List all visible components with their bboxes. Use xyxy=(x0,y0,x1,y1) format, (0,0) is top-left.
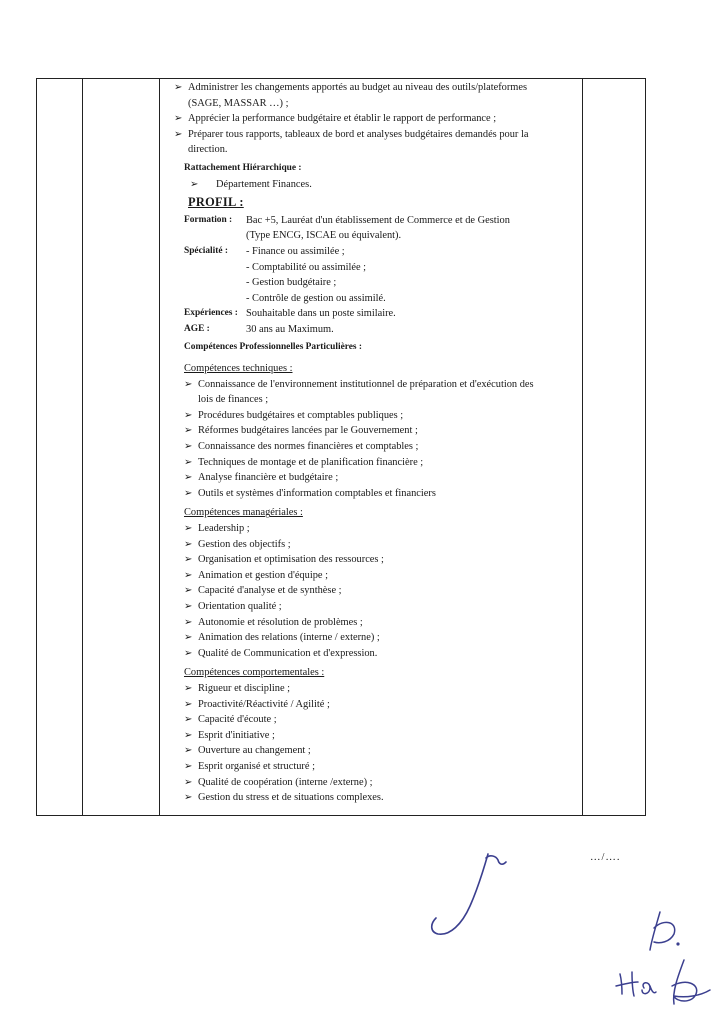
list-item: ➢ Préparer tous rapports, tableaux de bord et analyses budgétaires demandés pour la xyxy=(174,127,586,143)
techniques-list xyxy=(184,408,586,502)
list-item: ➢ Capacité d'écoute ; xyxy=(184,712,586,728)
list-item: ➢ Connaissance de l'environnement institutionnel de préparation et d'exécution des xyxy=(184,377,586,393)
arrow-bullet-icon: ➢ xyxy=(184,523,193,535)
list-item: ➢ Gestion des objectifs ; xyxy=(184,537,586,553)
initials-mark xyxy=(614,956,714,1010)
list-item: ➢ Qualité de coopération (interne /externe) ; xyxy=(184,775,586,791)
arrow-bullet-icon: ➢ xyxy=(184,554,193,566)
arrow-bullet-icon: ➢ xyxy=(184,378,193,390)
specialite-item: - Gestion budgétaire ; xyxy=(246,277,337,289)
section-title: Compétences managériales : xyxy=(184,507,303,519)
arrow-bullet-icon: ➢ xyxy=(184,682,193,694)
column-divider xyxy=(82,79,83,815)
arrow-bullet-icon: ➢ xyxy=(184,456,193,468)
list-item: ➢ Orientation qualité ; xyxy=(184,599,586,615)
list-item: ➢ Gestion du stress et de situations complexes. xyxy=(184,790,586,806)
experiences-row xyxy=(184,306,586,322)
manageriales-list xyxy=(184,521,586,661)
age-value: 30 ans au Maximum. xyxy=(246,323,334,335)
formation-row xyxy=(184,213,586,229)
list-item: ➢ Leadership ; xyxy=(184,521,586,537)
list-item: ➢ Ouverture au changement ; xyxy=(184,743,586,759)
list-item: ➢ Organisation et optimisation des ressources ; xyxy=(184,552,586,568)
specialite-label: Spécialité : xyxy=(184,245,229,256)
list-item: ➢ Esprit d'initiative ; xyxy=(184,728,586,744)
competences-techniques-section xyxy=(174,361,586,501)
arrow-bullet-icon: ➢ xyxy=(184,487,193,499)
job-description-content xyxy=(174,80,586,806)
list-item: ➢ Autonomie et résolution de problèmes ; xyxy=(184,615,586,631)
list-item: ➢ Techniques de montage et de planification financière ; xyxy=(184,455,586,471)
arrow-bullet-icon: ➢ xyxy=(190,178,199,190)
signature-mark xyxy=(426,848,516,940)
list-item: ➢ Connaissance des normes financières et comptables ; xyxy=(184,439,586,455)
arrow-bullet-icon: ➢ xyxy=(184,647,193,659)
profil-heading: PROFIL : xyxy=(188,195,244,210)
list-item-continuation: lois de finances ; xyxy=(198,394,269,406)
arrow-bullet-icon: ➢ xyxy=(184,714,193,726)
arrow-bullet-icon: ➢ xyxy=(184,409,193,421)
list-item: ➢ Administrer les changements apportés au budget au niveau des outils/plateformes xyxy=(174,80,586,96)
list-item: ➢ Réformes budgétaires lancées par le Gouvernement ; xyxy=(184,423,586,439)
specialite-item: - Contrôle de gestion ou assimilé. xyxy=(246,292,386,304)
arrow-bullet-icon: ➢ xyxy=(184,472,193,484)
arrow-bullet-icon: ➢ xyxy=(184,616,193,628)
competences-heading: Compétences Professionnelles Particulières : xyxy=(184,341,362,352)
arrow-bullet-icon: ➢ xyxy=(184,760,193,772)
age-row xyxy=(184,322,586,338)
competences-manageriales-section xyxy=(174,505,586,661)
initials-mark xyxy=(640,908,690,956)
arrow-bullet-icon: ➢ xyxy=(184,569,193,581)
rattachement-label: Rattachement Hiérarchique : xyxy=(184,162,302,173)
formation-value-continuation: (Type ENCG, ISCAE ou équivalent). xyxy=(246,230,402,242)
list-item: ➢ Analyse financière et budgétaire ; xyxy=(184,470,586,486)
arrow-bullet-icon: ➢ xyxy=(184,698,193,710)
list-item: ➢ Capacité d'analyse et de synthèse ; xyxy=(184,583,586,599)
arrow-bullet-icon: ➢ xyxy=(184,729,193,741)
list-item: ➢ Proactivité/Réactivité / Agilité ; xyxy=(184,697,586,713)
experiences-value: Souhaitable dans un poste similaire. xyxy=(246,308,396,320)
section-title: Compétences comportementales : xyxy=(184,667,325,679)
list-item: ➢ Esprit organisé et structuré ; xyxy=(184,759,586,775)
arrow-bullet-icon: ➢ xyxy=(174,82,183,93)
rattachement-item: ➢ Département Finances. xyxy=(174,177,586,193)
list-item: ➢ Rigueur et discipline ; xyxy=(184,681,586,697)
list-item: ➢ Animation des relations (interne / externe) ; xyxy=(184,630,586,646)
specialite-row xyxy=(184,244,586,260)
profil-details xyxy=(174,213,586,355)
arrow-bullet-icon: ➢ xyxy=(184,538,193,550)
formation-label: Formation : xyxy=(184,214,233,225)
arrow-bullet-icon: ➢ xyxy=(184,441,193,453)
specialite-item: - Finance ou assimilée ; xyxy=(246,245,345,257)
age-label: AGE : xyxy=(184,323,210,334)
responsibilities-list xyxy=(174,80,586,158)
specialite-item: - Comptabilité ou assimilée ; xyxy=(246,261,367,273)
arrow-bullet-icon: ➢ xyxy=(184,776,193,788)
section-title: Compétences techniques : xyxy=(184,363,293,375)
arrow-bullet-icon: ➢ xyxy=(184,585,193,597)
arrow-bullet-icon: ➢ xyxy=(184,792,193,804)
arrow-bullet-icon: ➢ xyxy=(184,632,193,644)
arrow-bullet-icon: ➢ xyxy=(184,745,193,757)
list-item: ➢ Animation et gestion d'équipe ; xyxy=(184,568,586,584)
arrow-bullet-icon: ➢ xyxy=(184,601,193,612)
list-item: ➢ Outils et systèmes d'information comptables et financiers xyxy=(184,486,586,502)
arrow-bullet-icon: ➢ xyxy=(174,128,183,140)
competences-comportementales-section xyxy=(174,665,586,805)
list-item: ➢ Procédures budgétaires et comptables publiques ; xyxy=(184,408,586,424)
arrow-bullet-icon: ➢ xyxy=(184,425,193,437)
list-item: ➢ Apprécier la performance budgétaire et établir le rapport de performance ; xyxy=(174,111,586,127)
page-continuation-mark: …/…. xyxy=(590,852,621,863)
formation-value: Bac +5, Lauréat d'un établissement de Commerce et de Gestion xyxy=(246,214,510,226)
comportementales-list xyxy=(184,681,586,806)
arrow-bullet-icon: ➢ xyxy=(174,113,183,125)
list-item-continuation: (SAGE, MASSAR …) ; xyxy=(188,97,289,109)
list-item-continuation: direction. xyxy=(188,144,228,156)
column-divider xyxy=(159,79,160,815)
list-item: ➢ Qualité de Communication et d'expression. xyxy=(184,646,586,662)
experiences-label: Expériences : xyxy=(184,308,238,319)
